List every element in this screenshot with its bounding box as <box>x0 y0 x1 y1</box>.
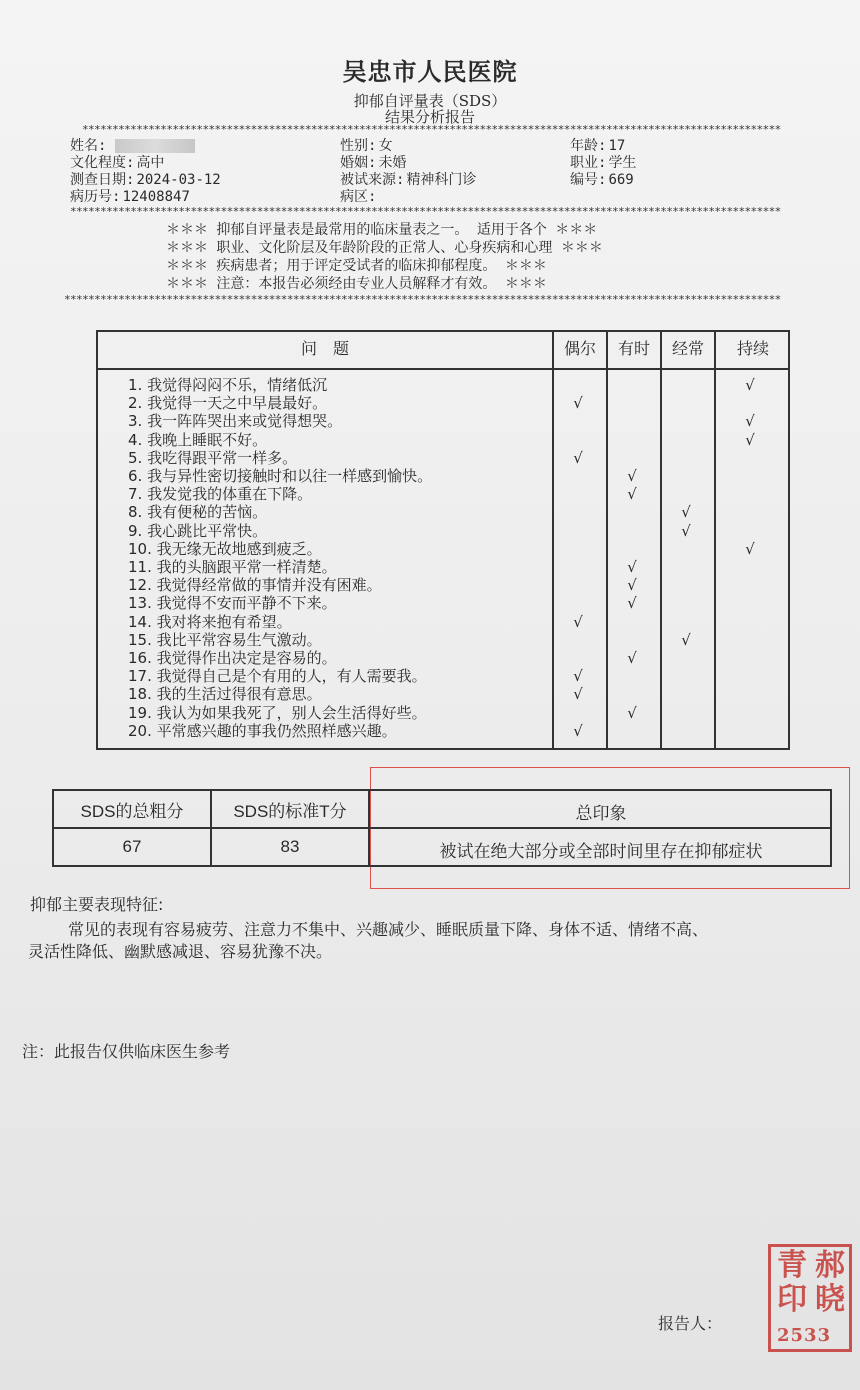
record-label: 病历号: <box>70 189 121 205</box>
impression-value: 被试在绝大部分或全部时间里存在抑郁症状 <box>439 842 763 861</box>
reporter-label: 报告人： <box>658 1314 723 1333</box>
question-text: 2. 我觉得一天之中早晨最好。 <box>128 394 328 413</box>
occupation-field <box>570 155 636 172</box>
number-label: 编号: <box>570 172 607 188</box>
header-sometimes: 有时 <box>617 341 650 358</box>
check-mark-icon: √ <box>745 430 755 449</box>
table-row <box>98 594 792 612</box>
source-label: 被试来源: <box>340 172 405 188</box>
question-text: 7. 我发觉我的体重在下降。 <box>128 485 313 504</box>
gender-field <box>340 138 392 155</box>
t-score-label: SDS的标准T分 <box>233 802 347 821</box>
question-text: 10. 我无缘无故地感到疲乏。 <box>128 539 322 558</box>
header-continuous: 持续 <box>736 341 769 358</box>
check-mark-icon: √ <box>745 539 755 558</box>
check-mark-icon: √ <box>573 685 583 704</box>
question-text: 8. 我有便秘的苦恼。 <box>128 503 268 522</box>
name-redacted <box>115 139 195 153</box>
check-mark-icon: √ <box>627 576 637 595</box>
table-row <box>98 394 792 412</box>
header-often: 经常 <box>671 341 704 358</box>
intro-line: ＊＊＊ 注意：本报告必须经由专业人员解释才有效。 ＊＊＊ <box>166 276 547 292</box>
question-text: 13. 我觉得不安而平静不下来。 <box>128 594 337 613</box>
raw-score-value: 67 <box>122 837 142 856</box>
check-mark-icon: √ <box>681 503 691 522</box>
table-row <box>98 613 792 631</box>
table-row <box>98 722 792 740</box>
check-mark-icon: √ <box>573 448 583 467</box>
raw-score-label: SDS的总粗分 <box>80 802 184 821</box>
education-label: 文化程度: <box>70 155 135 171</box>
table-row <box>98 540 792 558</box>
stamp-char: 印 <box>777 1282 807 1317</box>
test-date-field <box>70 172 221 189</box>
check-mark-icon: √ <box>681 521 691 540</box>
education-field <box>70 155 164 172</box>
table-row <box>98 376 792 394</box>
name-field <box>70 138 195 155</box>
occupation-value: 学生 <box>608 155 637 171</box>
intro-line: ＊＊＊ 疾病患者；用于评定受试者的临床抑郁程度。 ＊＊＊ <box>166 258 547 274</box>
stamp-char: 青 <box>777 1248 807 1283</box>
table-row <box>98 649 792 667</box>
age-label: 年龄: <box>570 138 607 154</box>
star-divider: ********************************************************************************************************************** <box>70 205 781 218</box>
signature-stamp <box>768 1244 852 1352</box>
star-divider: ******************************************************************************************************************** <box>82 123 781 136</box>
question-text: 12. 我觉得经常做的事情并没有困难。 <box>128 576 382 595</box>
intro-line: ＊＊＊ 职业、文化阶层及年龄阶段的正常人、心身疾病和心理 ＊＊＊ <box>166 240 603 256</box>
age-field <box>570 138 625 155</box>
name-label: 姓名: <box>70 138 107 154</box>
check-mark-icon: √ <box>627 558 637 576</box>
age-value: 17 <box>608 138 626 154</box>
stamp-code: 2533 <box>777 1325 832 1346</box>
source-value: 精神科门诊 <box>406 172 477 188</box>
star-divider: *********************************************************************************************************************** <box>64 293 781 306</box>
question-text: 16. 我觉得作出决定是容易的。 <box>128 649 337 667</box>
questions-table <box>96 330 790 750</box>
header-question: 问 题 <box>300 341 349 358</box>
features-title: 抑郁主要表现特征: <box>30 895 164 914</box>
table-row <box>98 667 792 685</box>
question-text: 5. 我吃得跟平常一样多。 <box>128 448 298 467</box>
table-row <box>98 412 792 430</box>
table-row <box>98 431 792 449</box>
impression-label: 总印象 <box>575 804 627 823</box>
stamp-char: 郝 <box>815 1248 845 1283</box>
marital-value: 未婚 <box>378 155 407 171</box>
record-field <box>70 189 190 206</box>
number-field <box>570 172 634 189</box>
scale-title: 抑郁自评量表（SDS） <box>353 92 507 110</box>
check-mark-icon: √ <box>627 594 637 613</box>
clinical-note: 注：此报告仅供临床医生参考 <box>22 1042 231 1061</box>
marital-label: 婚姻: <box>340 155 377 171</box>
question-text: 1. 我觉得闷闷不乐，情绪低沉 <box>128 376 328 394</box>
table-row <box>98 485 792 503</box>
check-mark-icon: √ <box>573 721 583 740</box>
question-text: 19. 我认为如果我死了，别人会生活得好些。 <box>128 703 427 722</box>
table-row <box>98 522 792 540</box>
ward-label: 病区: <box>340 189 377 205</box>
check-mark-icon: √ <box>573 667 583 686</box>
check-mark-icon: √ <box>681 630 691 649</box>
hospital-name: 吴忠市人民医院 <box>342 57 518 86</box>
check-mark-icon: √ <box>627 649 637 667</box>
t-score-value: 83 <box>280 837 300 856</box>
education-value: 高中 <box>136 155 165 171</box>
check-mark-icon: √ <box>745 412 755 431</box>
intro-line: ＊＊＊ 抑郁自评量表是最常用的临床量表之一。 适用于各个 ＊＊＊ <box>166 222 598 238</box>
features-text: 常见的表现有容易疲劳、注意力不集中、兴趣减少、睡眠质量下降、身体不适、情绪不高、 <box>68 920 709 939</box>
question-text: 6. 我与异性密切接触时和以往一样感到愉快。 <box>128 467 433 485</box>
question-text: 3. 我一阵阵哭出来或觉得想哭。 <box>128 412 343 431</box>
record-value: 12408847 <box>122 189 190 205</box>
table-row <box>98 503 792 521</box>
check-mark-icon: √ <box>627 467 637 485</box>
test-date-value: 2024-03-12 <box>136 172 221 188</box>
question-text: 15. 我比平常容易生气激动。 <box>128 630 322 649</box>
question-text: 11. 我的头脑跟平常一样清楚。 <box>128 558 337 576</box>
question-text: 9. 我心跳比平常快。 <box>128 521 268 540</box>
check-mark-icon: √ <box>627 485 637 504</box>
check-mark-icon: √ <box>573 394 583 413</box>
question-text: 4. 我晚上睡眠不好。 <box>128 430 268 449</box>
number-value: 669 <box>608 172 634 188</box>
score-table <box>52 789 832 867</box>
row-divider <box>54 827 830 829</box>
report-title: 结果分析报告 <box>384 108 475 126</box>
table-row <box>98 449 792 467</box>
table-row <box>98 467 792 485</box>
check-mark-icon: √ <box>745 376 755 394</box>
gender-label: 性别: <box>340 138 377 154</box>
stamp-char: 晓 <box>815 1282 845 1317</box>
source-field <box>340 172 476 189</box>
gender-value: 女 <box>378 138 393 154</box>
ward-field <box>340 189 376 206</box>
table-row <box>98 558 792 576</box>
header-occasionally: 偶尔 <box>563 341 596 358</box>
question-text: 18. 我的生活过得很有意思。 <box>128 685 322 704</box>
test-date-label: 测查日期: <box>70 172 135 188</box>
question-text: 14. 我对将来抱有希望。 <box>128 612 292 631</box>
table-row <box>98 631 792 649</box>
question-text: 17. 我觉得自己是个有用的人，有人需要我。 <box>128 667 427 686</box>
features-text: 灵活性降低、幽默感减退、容易犹豫不决。 <box>28 942 333 961</box>
check-mark-icon: √ <box>573 612 583 631</box>
occupation-label: 职业: <box>570 155 607 171</box>
check-mark-icon: √ <box>627 703 637 722</box>
table-row <box>98 685 792 703</box>
marital-field <box>340 155 406 172</box>
table-row <box>98 704 792 722</box>
table-row <box>98 576 792 594</box>
question-text: 20. 平常感兴趣的事我仍然照样感兴趣。 <box>128 721 397 740</box>
